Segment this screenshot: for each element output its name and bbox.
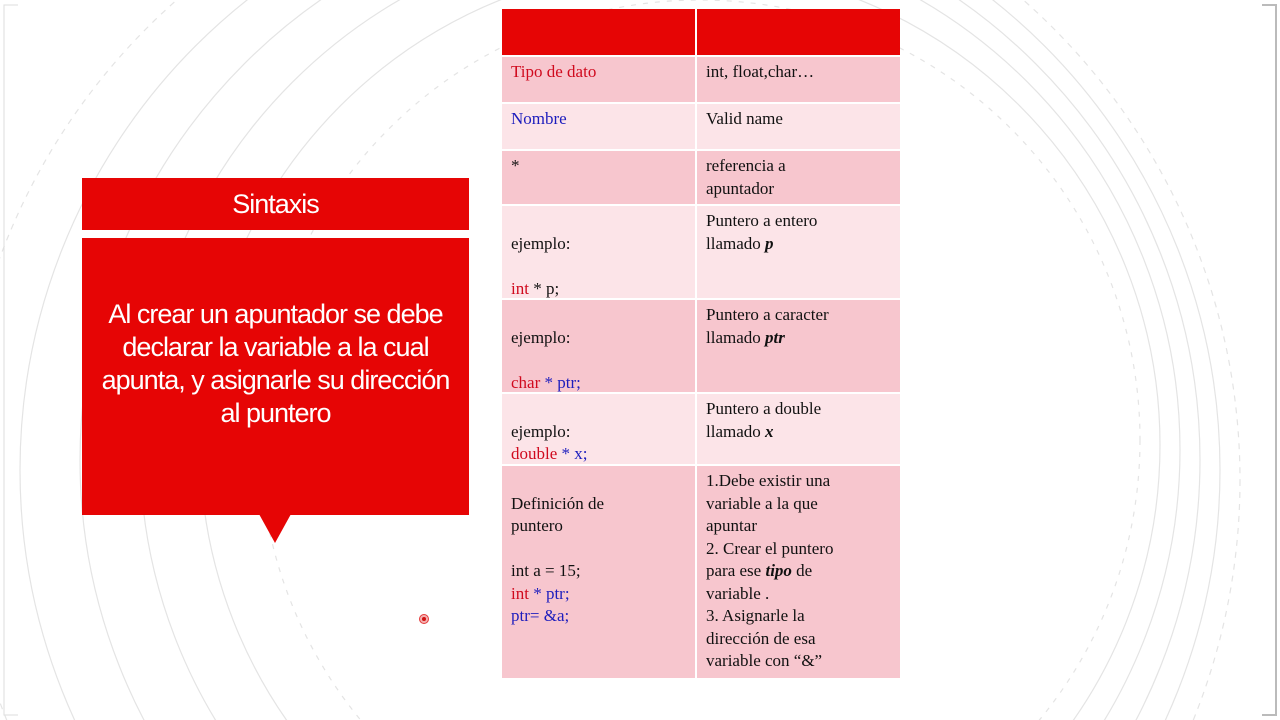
slide-title — [82, 178, 469, 230]
description-text: Puntero a caracter llamado — [706, 305, 829, 347]
row-label-nombre: Nombre — [502, 104, 697, 149]
row-value: referencia a apuntador — [697, 151, 900, 204]
description-emphasis: x — [765, 421, 774, 441]
code-keyword: char — [511, 372, 541, 392]
example-label: ejemplo: — [511, 233, 571, 253]
definition-cell — [502, 466, 697, 678]
definition-label: Definición de puntero — [511, 493, 604, 535]
code-keyword: int — [511, 278, 529, 298]
slide-title-text: Sintaxis — [232, 188, 319, 219]
callout-tail — [259, 514, 291, 543]
example-label: ejemplo: — [511, 421, 571, 441]
table-header-cell — [697, 9, 900, 55]
code-rest: * ptr; — [528, 583, 570, 603]
code-line: ptr= &a; — [511, 606, 570, 625]
pointer-cursor-icon — [419, 614, 429, 624]
code-rest: * ptr; — [540, 372, 581, 392]
syntax-table — [502, 9, 900, 678]
example-description — [697, 394, 900, 464]
description-text: Puntero a double llamado — [706, 399, 822, 441]
table-row — [502, 104, 900, 151]
table-header-row — [502, 9, 900, 57]
row-label-tipo-de-dato: Tipo de dato — [502, 57, 697, 102]
code-line: int a = 15; — [511, 561, 581, 580]
description-emphasis: ptr — [765, 327, 785, 347]
steps-text: de variable . 3. Asignarle la dirección de esa variable con “&” — [706, 561, 823, 670]
row-value: Valid name — [697, 104, 900, 149]
row-label-asterisk: * — [502, 151, 697, 204]
example-description — [697, 300, 900, 392]
example-label: ejemplo: — [511, 327, 571, 347]
table-row — [502, 57, 900, 104]
code-keyword: double — [511, 444, 558, 463]
code-keyword: int — [511, 583, 529, 603]
steps-emphasis: tipo — [765, 561, 792, 580]
example-cell — [502, 394, 697, 464]
table-row — [502, 466, 900, 678]
row-value: int, float,char… — [697, 57, 900, 102]
steps-text: 1.Debe existir una variable a la que apuntar 2. Crear el puntero para ese — [706, 471, 834, 580]
code-rest: * p; — [528, 278, 560, 298]
example-cell — [502, 206, 697, 298]
callout-box — [82, 238, 469, 515]
callout-text: Al crear un apuntador se debe declarar la variable a la cual apunta, y asignarle su dirección al puntero — [101, 299, 450, 428]
example-cell — [502, 300, 697, 392]
table-row — [502, 394, 900, 466]
description-emphasis: p — [765, 233, 774, 253]
example-description — [697, 206, 900, 298]
table-row — [502, 151, 900, 206]
code-rest: * x; — [557, 444, 588, 463]
description-text: Puntero a entero llamado — [706, 211, 818, 253]
table-row — [502, 206, 900, 300]
definition-steps — [697, 466, 900, 678]
table-header-cell — [502, 9, 697, 55]
table-row — [502, 300, 900, 394]
